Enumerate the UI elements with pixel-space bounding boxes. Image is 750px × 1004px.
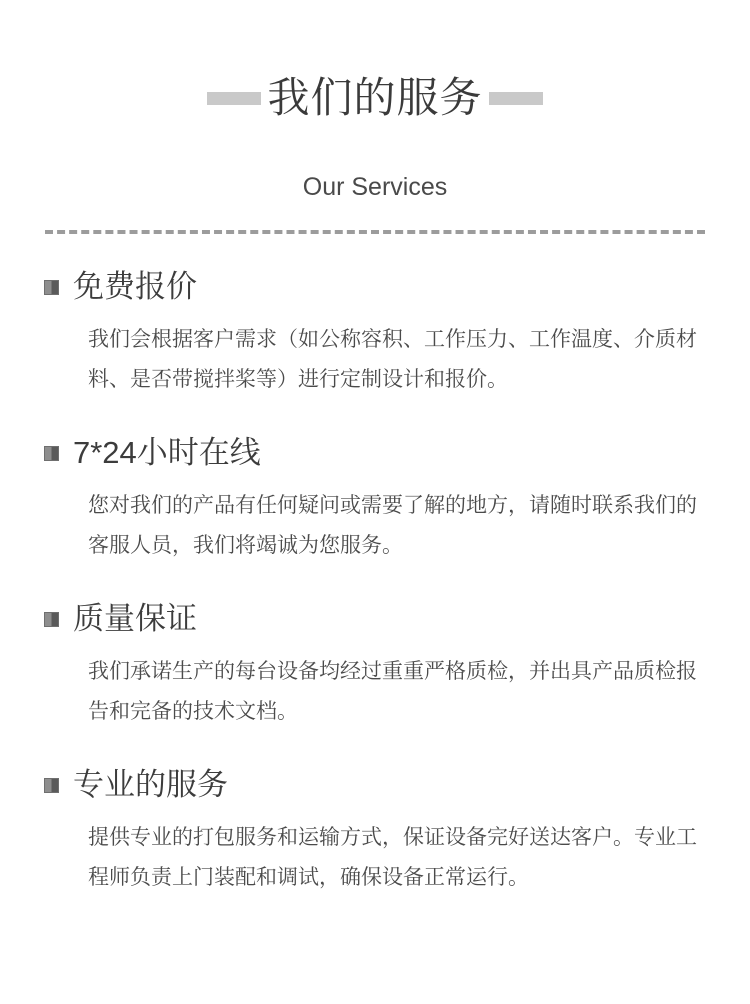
service-heading [44,268,706,306]
title-row [0,46,750,150]
service-body-text: 您对我们的产品有任何疑问或需要了解的地方，请随时联系我们的客服人员，我们将竭诚为您服务。 [88,494,697,558]
square-bullet-icon [44,778,59,793]
page-subtitle: Our Services [302,173,448,202]
service-title: 7*24小时在线 [73,435,261,471]
page-title: 我们的服务 [267,74,483,122]
square-bullet-icon [44,612,59,627]
service-title: 免费报价 [73,269,197,305]
service-item [44,600,706,732]
service-body [44,486,706,566]
square-bullet-icon [44,446,59,461]
service-item [44,434,706,566]
service-item [44,268,706,400]
service-body [44,818,706,898]
service-item [44,766,706,898]
service-body-text: 我们承诺生产的每台设备均经过重重严格质检，并出具产品质检报告和完备的技术文档。 [88,660,697,724]
service-heading [44,434,706,472]
service-title: 质量保证 [73,601,197,637]
service-title: 专业的服务 [73,767,228,803]
decor-bar-left-icon [207,92,261,105]
service-body-text: 我们会根据客户需求（如公称容积、工作压力、工作温度、介质材料、是否带搅拌桨等）进行定制设计和报价。 [88,328,697,392]
page-header [0,0,750,202]
decor-bar-right-icon [489,92,543,105]
service-heading [44,766,706,804]
service-heading [44,600,706,638]
service-body-text: 提供专业的打包服务和运输方式，保证设备完好送达客户。专业工程师负责上门装配和调试，确保设备正常运行。 [88,826,697,890]
service-body [44,652,706,732]
services-list [0,234,750,898]
square-bullet-icon [44,280,59,295]
service-body [44,320,706,400]
